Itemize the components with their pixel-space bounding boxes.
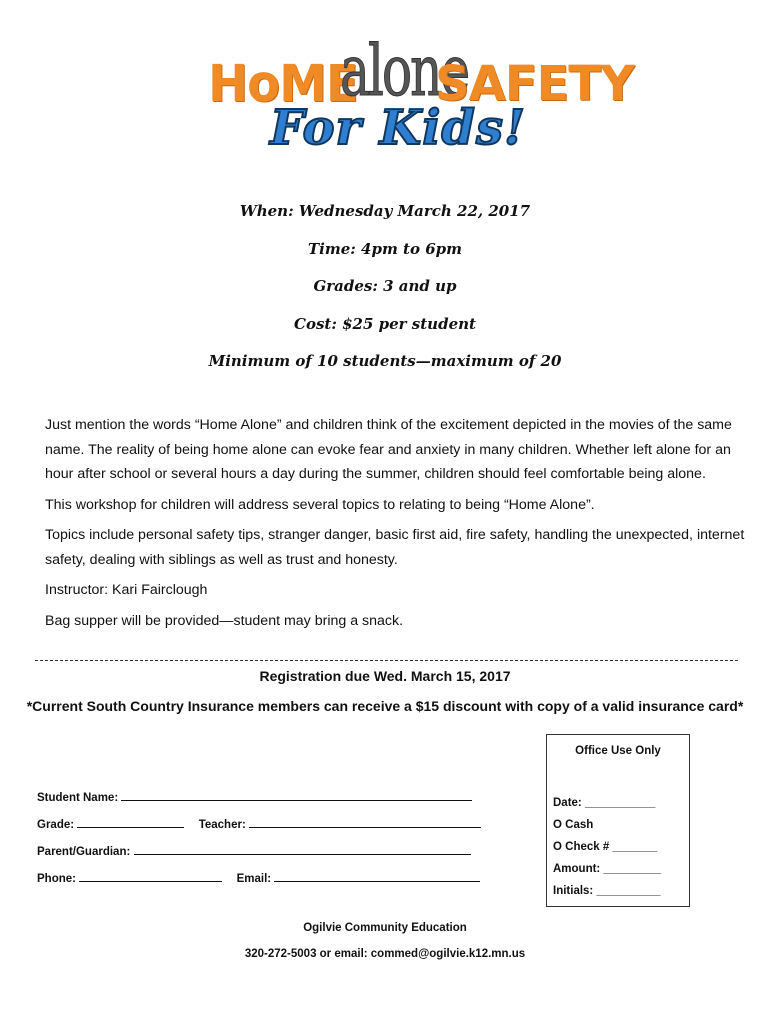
- event-grades: Grades: 3 and up: [313, 277, 457, 295]
- organization-name: Ogilvie Community Education: [303, 922, 467, 934]
- form-row-grade-teacher: [37, 815, 481, 842]
- form-row-parent: [37, 842, 481, 869]
- student-name-label: Student Name:: [37, 792, 119, 804]
- event-capacity: Minimum of 10 students—maximum of 20: [208, 352, 562, 370]
- office-cash-option: O Cash: [553, 819, 594, 831]
- logo-for-kids: For Kids!: [270, 100, 527, 156]
- teacher-label: Teacher:: [198, 819, 246, 831]
- grade-label: Grade:: [37, 819, 75, 831]
- office-use-title: Office Use Only: [575, 745, 661, 757]
- email-label: Email:: [236, 873, 272, 885]
- office-amount: Amount: _________: [553, 863, 662, 875]
- event-time: Time: 4pm to 6pm: [307, 239, 462, 258]
- teacher-field[interactable]: [249, 815, 481, 828]
- phone-label: Phone:: [37, 873, 76, 885]
- event-cost: Cost: $25 per student: [294, 314, 476, 333]
- parent-guardian-field[interactable]: [134, 842, 471, 855]
- logo-word-alone: alone: [340, 30, 469, 112]
- description-paragraph-topics: Topics include personal safety tips, stranger danger, basic first aid, fire safety, handling the unexpected, internet safety, dealing with siblings as well as trust and honesty.: [45, 527, 745, 568]
- grade-field[interactable]: [77, 815, 184, 828]
- office-check-option: O Check # _______: [553, 841, 658, 853]
- phone-field[interactable]: [79, 869, 222, 882]
- description-instructor: Instructor: Kari Fairclough: [45, 582, 208, 598]
- description-paragraph-workshop: This workshop for children will address several topics to relating to being “Home Alone”.: [45, 496, 595, 513]
- form-row-phone-email: [37, 869, 481, 896]
- workshop-description: [45, 413, 745, 639]
- cut-line-divider: [35, 660, 738, 661]
- home-alone-safety-logo: [200, 18, 634, 168]
- registration-form: [37, 788, 481, 896]
- insurance-discount-note: *Current South Country Insurance members can receive a $15 discount with copy of a valid insurance card*: [26, 698, 744, 714]
- student-name-field[interactable]: [121, 788, 472, 801]
- email-field[interactable]: [274, 869, 480, 882]
- logo-top-line: [200, 28, 634, 114]
- registration-due: Registration due Wed. March 15, 2017: [259, 668, 511, 684]
- event-when: When: Wednesday March 22, 2017: [239, 202, 531, 220]
- office-use-box: [546, 734, 690, 907]
- contact-info: 320-272-5003 or email: commed@ogilvie.k12.mn.us: [244, 948, 526, 960]
- description-bag-supper: Bag supper will be provided—student may bring a snack.: [45, 612, 404, 629]
- logo-word-home: HoME: [208, 54, 358, 114]
- office-date: Date: ___________: [553, 797, 656, 809]
- office-initials: Initials: __________: [553, 885, 661, 897]
- parent-guardian-label: Parent/Guardian:: [37, 846, 131, 858]
- logo-word-safety: SAFETY: [435, 56, 634, 112]
- form-row-student-name: [37, 788, 481, 815]
- description-paragraph-intro: Just mention the words “Home Alone” and children think of the excitement depicted in the movies of the same name. The reality of being home alone can evoke fear and anxiety in many children. Whether left alone for an hour after school or several hours a day during the summer, children should feel comfortable being alone.: [45, 417, 732, 482]
- event-details: [0, 196, 770, 384]
